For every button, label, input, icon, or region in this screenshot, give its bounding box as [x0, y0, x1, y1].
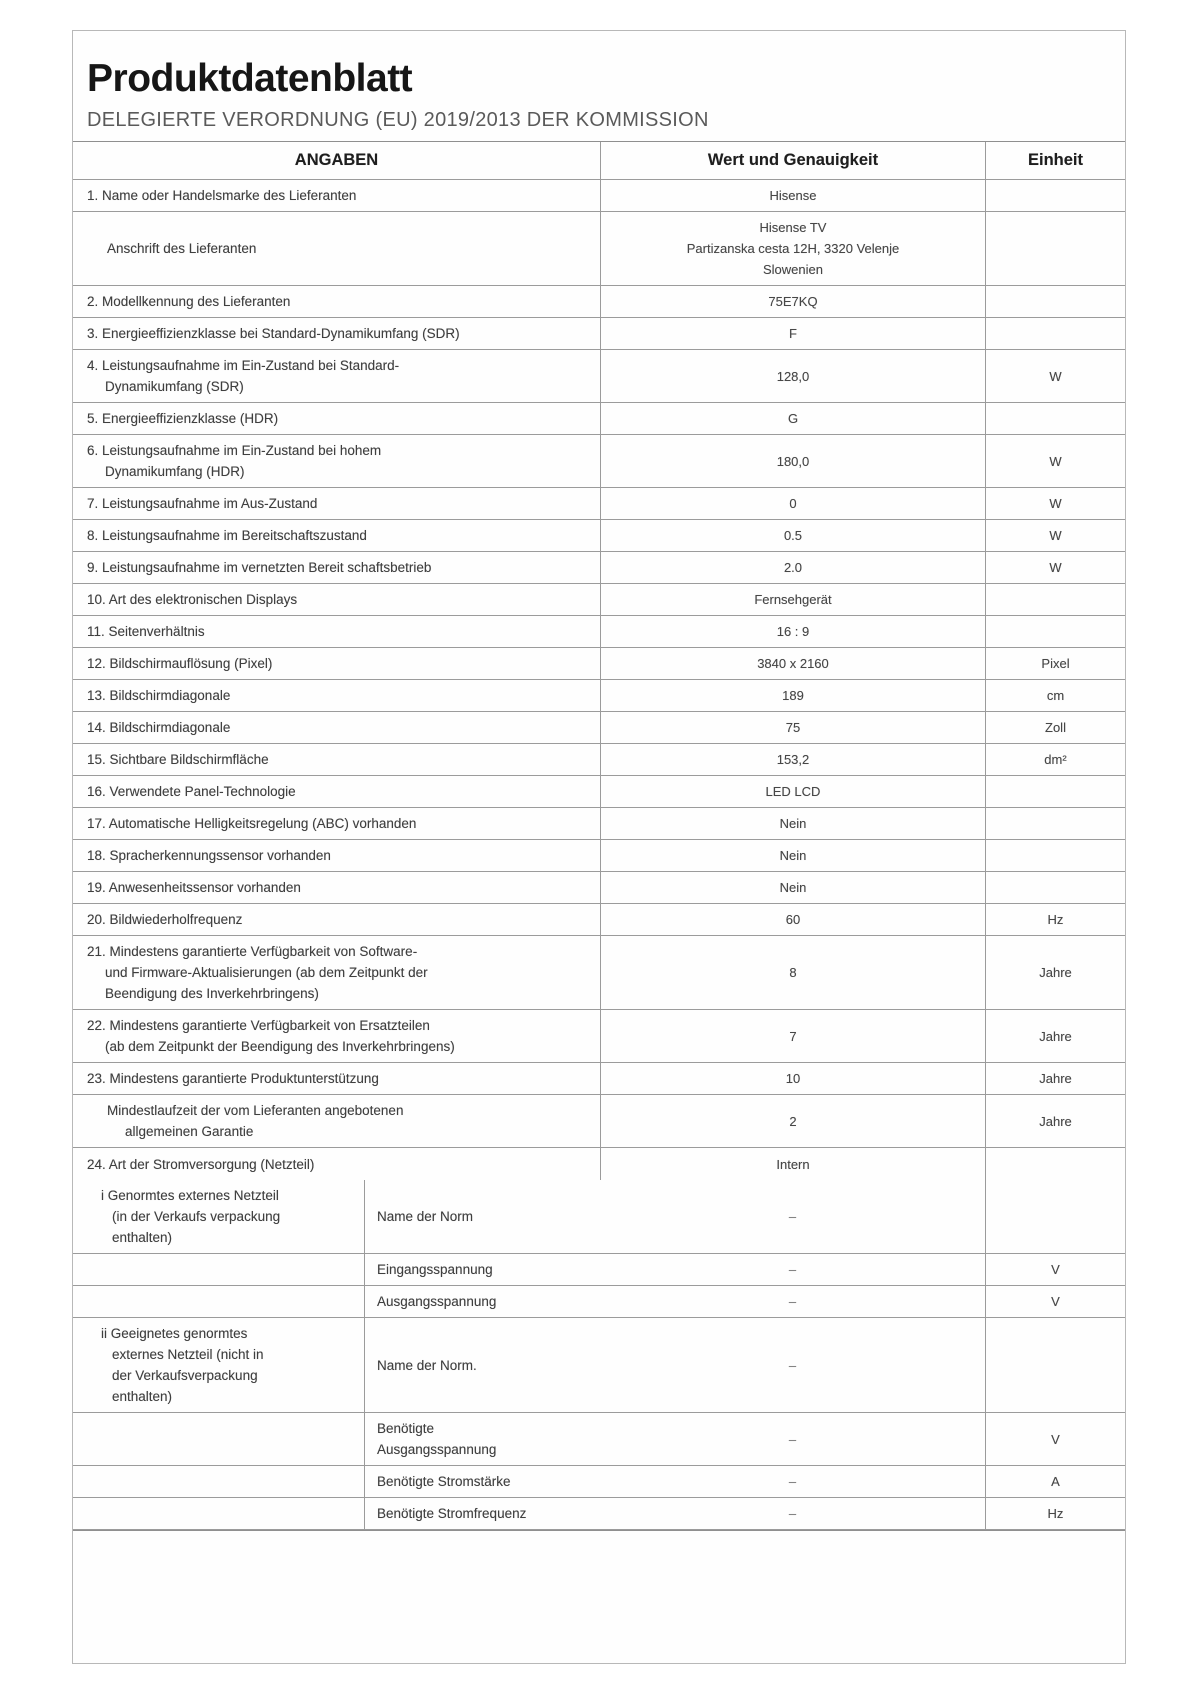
table-row — [73, 776, 1125, 808]
value-cell — [600, 520, 985, 551]
text-line: G — [787, 411, 799, 426]
text-line: (in der Verkaufs verpackung — [112, 1209, 281, 1224]
unit-cell: Zoll — [985, 712, 1125, 743]
text-line: 13. Bildschirmdiagonale — [87, 688, 231, 703]
text-line: 3. Energieeffizienzklasse bei Standard-Dynamikumfang (SDR) — [87, 326, 460, 341]
label-cell — [73, 1095, 600, 1147]
text-line: 4. Leistungsaufnahme im Ein-Zustand bei Standard- — [87, 358, 400, 373]
table-sub-body — [73, 1180, 1125, 1530]
unit-cell: W — [985, 350, 1125, 402]
bottom-whitespace — [73, 1531, 1125, 1671]
text-line: 23. Mindestens garantierte Produktunterstützung — [87, 1071, 379, 1086]
label-cell — [73, 286, 600, 317]
text-line: 8 — [789, 965, 797, 980]
text-line: 60 — [785, 912, 801, 927]
table-row — [73, 872, 1125, 904]
unit-cell: Hz — [985, 1498, 1125, 1529]
value-cell — [600, 776, 985, 807]
table-row — [73, 840, 1125, 872]
dash-value: – — [788, 1431, 797, 1447]
unit-cell — [985, 1318, 1125, 1412]
label-cell — [73, 840, 600, 871]
table-row — [73, 584, 1125, 616]
text-line: ii Geeignetes genormtes — [101, 1326, 248, 1341]
value-cell — [600, 435, 985, 487]
value-cell — [600, 584, 985, 615]
text-line: 16 : 9 — [776, 624, 810, 639]
text-line: 21. Mindestens garantierte Verfügbarkeit von Software- — [87, 944, 418, 959]
text-line: 153,2 — [776, 752, 810, 767]
table-sub-row — [73, 1413, 1125, 1466]
table-row — [73, 936, 1125, 1010]
unit-cell — [985, 212, 1125, 285]
sub-label-a-cell — [73, 1466, 365, 1497]
unit-cell: Hz — [985, 904, 1125, 935]
text-line: 9. Leistungsaufnahme im vernetzten Bereit schaftsbetrieb — [87, 560, 432, 575]
unit-cell: W — [985, 435, 1125, 487]
table-sub-row — [73, 1466, 1125, 1498]
text-line: Dynamikumfang (SDR) — [105, 379, 244, 394]
sub-label-b-cell — [365, 1498, 600, 1529]
dash-value: – — [788, 1474, 797, 1489]
text-line: 22. Mindestens garantierte Verfügbarkeit von Ersatzteilen — [87, 1018, 430, 1033]
text-line: 0 — [789, 496, 797, 511]
value-cell — [600, 1498, 985, 1529]
text-line: Benötigte Stromfrequenz — [377, 1506, 527, 1521]
text-line: enthalten) — [112, 1230, 173, 1245]
table-row — [73, 212, 1125, 286]
value-cell — [600, 318, 985, 349]
text-line: Name der Norm — [377, 1209, 474, 1224]
value-cell — [600, 872, 985, 903]
label-cell — [73, 712, 600, 743]
text-line: 19. Anwesenheitssensor vorhanden — [87, 880, 301, 895]
text-line: Benötigte — [377, 1421, 435, 1436]
unit-cell — [985, 776, 1125, 807]
label-cell — [73, 520, 600, 551]
table-row — [73, 435, 1125, 488]
text-line: Dynamikumfang (HDR) — [105, 464, 245, 479]
sub-label-b-cell — [365, 1180, 600, 1253]
text-line: Beendigung des Inverkehrbringens) — [105, 986, 319, 1001]
text-line: 1. Name oder Handelsmarke des Lieferanten — [87, 188, 357, 203]
table-row — [73, 616, 1125, 648]
sub-label-a-cell — [73, 1180, 365, 1253]
unit-cell: Jahre — [985, 936, 1125, 1009]
label-cell — [73, 648, 600, 679]
text-line: i Genormtes externes Netzteil — [101, 1188, 279, 1203]
unit-cell: dm² — [985, 744, 1125, 775]
dash-value: – — [788, 1209, 797, 1224]
value-cell — [600, 1254, 985, 1285]
text-line: und Firmware-Aktualisierungen (ab dem Zeitpunkt der — [105, 965, 428, 980]
text-line: der Verkaufsverpackung — [112, 1368, 258, 1383]
sub-label-a-cell — [73, 1413, 365, 1465]
label-cell — [73, 488, 600, 519]
unit-cell: A — [985, 1466, 1125, 1497]
sub-label-a-cell — [73, 1286, 365, 1317]
value-cell — [600, 286, 985, 317]
sub-label-b-cell — [365, 1254, 600, 1285]
value-cell — [600, 1148, 985, 1180]
text-line: 12. Bildschirmauflösung (Pixel) — [87, 656, 273, 671]
text-line: externes Netzteil (nicht in — [112, 1347, 264, 1362]
label-cell — [73, 403, 600, 434]
page-title: Produktdatenblatt — [87, 57, 413, 100]
unit-cell — [985, 403, 1125, 434]
table-row — [73, 1095, 1125, 1148]
text-line: 8. Leistungsaufnahme im Bereitschaftszustand — [87, 528, 367, 543]
label-cell — [73, 872, 600, 903]
table-row — [73, 403, 1125, 435]
value-cell — [600, 1180, 985, 1253]
text-line: F — [789, 326, 797, 341]
unit-cell — [985, 584, 1125, 615]
label-cell — [73, 1148, 600, 1180]
unit-cell — [985, 286, 1125, 317]
table-header-row — [73, 142, 1125, 180]
text-line: 24. Art der Stromversorgung (Netzteil) — [87, 1156, 315, 1172]
label-cell — [73, 904, 600, 935]
product-data-table — [73, 141, 1125, 1531]
unit-cell: Jahre — [985, 1063, 1125, 1094]
value-cell — [600, 1413, 985, 1465]
unit-cell: Jahre — [985, 1095, 1125, 1147]
text-line: Hisense — [769, 188, 817, 203]
text-line: 75 — [785, 720, 801, 735]
value-cell — [600, 904, 985, 935]
label-cell — [73, 584, 600, 615]
text-line: Ausgangsspannung — [377, 1442, 497, 1457]
text-line: 11. Seitenverhältnis — [87, 624, 205, 639]
value-cell — [600, 488, 985, 519]
value-cell — [600, 1286, 985, 1317]
value-cell — [600, 1063, 985, 1094]
unit-cell — [985, 1180, 1125, 1253]
table-sub-row — [73, 1254, 1125, 1286]
value-cell — [600, 403, 985, 434]
unit-cell: Pixel — [985, 648, 1125, 679]
unit-cell — [985, 180, 1125, 211]
label-cell — [73, 1063, 600, 1094]
sub-label-a-cell — [73, 1498, 365, 1529]
table-row — [73, 680, 1125, 712]
unit-cell: V — [985, 1286, 1125, 1317]
sub-label-a-cell — [73, 1318, 365, 1412]
value-cell — [600, 552, 985, 583]
label-cell — [73, 350, 600, 402]
unit-cell: Jahre — [985, 1010, 1125, 1062]
label-cell — [73, 776, 600, 807]
value-cell — [600, 616, 985, 647]
value-cell — [600, 648, 985, 679]
header-einheit: Einheit — [985, 142, 1125, 179]
label-cell — [73, 1010, 600, 1062]
text-line: 6. Leistungsaufnahme im Ein-Zustand bei hohem — [87, 443, 382, 458]
table-row — [73, 552, 1125, 584]
text-line: 15. Sichtbare Bildschirmfläche — [87, 752, 269, 767]
text-line: 18. Spracherkennungssensor vorhanden — [87, 848, 331, 863]
value-cell — [600, 350, 985, 402]
unit-cell: V — [985, 1413, 1125, 1465]
table-row — [73, 286, 1125, 318]
table-row — [73, 520, 1125, 552]
unit-cell: cm — [985, 680, 1125, 711]
table-sub-row — [73, 1180, 1125, 1254]
text-line: Eingangsspannung — [377, 1262, 493, 1277]
text-line: 0.5 — [783, 528, 803, 543]
unit-cell — [985, 1148, 1125, 1180]
label-cell — [73, 808, 600, 839]
table-row — [73, 1063, 1125, 1095]
text-line: 3840 x 2160 — [757, 656, 829, 671]
value-cell — [600, 840, 985, 871]
value-cell — [600, 936, 985, 1009]
sub-label-b-cell — [365, 1466, 600, 1497]
label-cell — [73, 616, 600, 647]
text-line: 5. Energieeffizienzklasse (HDR) — [87, 411, 279, 426]
sub-label-a-cell — [73, 1254, 365, 1285]
text-line: Hisense TV — [759, 220, 827, 235]
text-line: 189 — [782, 688, 804, 703]
text-line: Slowenien — [763, 262, 823, 277]
text-line: enthalten) — [112, 1389, 173, 1404]
label-cell — [73, 744, 600, 775]
text-line: 17. Automatische Helligkeitsregelung (ABC) vorhanden — [87, 816, 417, 831]
dash-value: – — [788, 1294, 797, 1309]
text-line: Fernsehgerät — [754, 592, 832, 607]
label-cell — [73, 318, 600, 349]
sub-label-b-cell — [365, 1286, 600, 1317]
text-line: Nein — [779, 880, 807, 895]
text-line: Anschrift des Lieferanten — [107, 241, 257, 256]
dash-value: – — [788, 1262, 797, 1277]
label-cell — [73, 435, 600, 487]
table-row — [73, 488, 1125, 520]
text-line: allgemeinen Garantie — [125, 1124, 254, 1139]
label-cell — [73, 552, 600, 583]
text-line: 2 — [789, 1113, 797, 1129]
sub-label-b-cell — [365, 1413, 600, 1465]
value-cell — [600, 1010, 985, 1062]
table-row — [73, 712, 1125, 744]
text-line: 16. Verwendete Panel-Technologie — [87, 784, 296, 799]
label-cell — [73, 180, 600, 211]
unit-cell: W — [985, 488, 1125, 519]
label-cell — [73, 936, 600, 1009]
text-line: Nein — [779, 816, 807, 831]
table-row — [73, 318, 1125, 350]
unit-cell — [985, 872, 1125, 903]
table-row — [73, 904, 1125, 936]
label-cell — [73, 680, 600, 711]
dash-value: – — [788, 1506, 797, 1521]
text-line: 2.0 — [783, 560, 803, 575]
text-line: Mindestlaufzeit der vom Lieferanten angebotenen — [107, 1103, 404, 1118]
table-row — [73, 180, 1125, 212]
value-cell — [600, 712, 985, 743]
sub-label-b-cell — [365, 1318, 600, 1412]
text-line: 20. Bildwiederholfrequenz — [87, 912, 243, 927]
unit-cell: W — [985, 520, 1125, 551]
text-line: Name der Norm. — [377, 1357, 477, 1373]
text-line: 180,0 — [776, 453, 810, 469]
dash-value: – — [788, 1357, 797, 1373]
text-line: Ausgangsspannung — [377, 1294, 497, 1309]
table-row — [73, 1148, 1125, 1180]
value-cell — [600, 680, 985, 711]
table-row — [73, 1010, 1125, 1063]
unit-cell: V — [985, 1254, 1125, 1285]
datasheet-page — [72, 30, 1126, 1664]
header-wert: Wert und Genauigkeit — [600, 142, 985, 179]
text-line: 14. Bildschirmdiagonale — [87, 720, 231, 735]
text-line: 10 — [785, 1071, 801, 1086]
table-row — [73, 648, 1125, 680]
text-line: (ab dem Zeitpunkt der Beendigung des Inverkehrbringens) — [105, 1039, 455, 1054]
label-cell — [73, 212, 600, 285]
text-line: 7. Leistungsaufnahme im Aus-Zustand — [87, 496, 318, 511]
text-line: Benötigte Stromstärke — [377, 1474, 511, 1489]
header-angaben: ANGABEN — [294, 151, 379, 169]
text-line: LED LCD — [765, 784, 821, 799]
text-line: Intern — [776, 1156, 810, 1172]
text-line: 2. Modellkennung des Lieferanten — [87, 294, 291, 309]
text-line: 10. Art des elektronischen Displays — [87, 592, 298, 607]
table-row — [73, 350, 1125, 403]
text-line: Nein — [779, 848, 807, 863]
value-cell — [600, 1466, 985, 1497]
table-row — [73, 744, 1125, 776]
text-line: 128,0 — [776, 368, 810, 384]
table-sub-row — [73, 1286, 1125, 1318]
table-body — [73, 180, 1125, 1180]
table-row — [73, 808, 1125, 840]
page-subtitle: DELEGIERTE VERORDNUNG (EU) 2019/2013 DER KOMMISSION — [87, 109, 709, 131]
text-line: Partizanska cesta 12H, 3320 Velenje — [686, 241, 900, 256]
unit-cell — [985, 318, 1125, 349]
unit-cell — [985, 808, 1125, 839]
value-cell — [600, 180, 985, 211]
value-cell — [600, 808, 985, 839]
text-line: 75E7KQ — [768, 294, 818, 309]
value-cell — [600, 1318, 985, 1412]
value-cell — [600, 1095, 985, 1147]
value-cell — [600, 744, 985, 775]
unit-cell — [985, 616, 1125, 647]
value-cell — [600, 212, 985, 285]
table-sub-row — [73, 1498, 1125, 1530]
table-sub-row — [73, 1318, 1125, 1413]
unit-cell: W — [985, 552, 1125, 583]
unit-cell — [985, 840, 1125, 871]
text-line: 7 — [789, 1028, 797, 1044]
